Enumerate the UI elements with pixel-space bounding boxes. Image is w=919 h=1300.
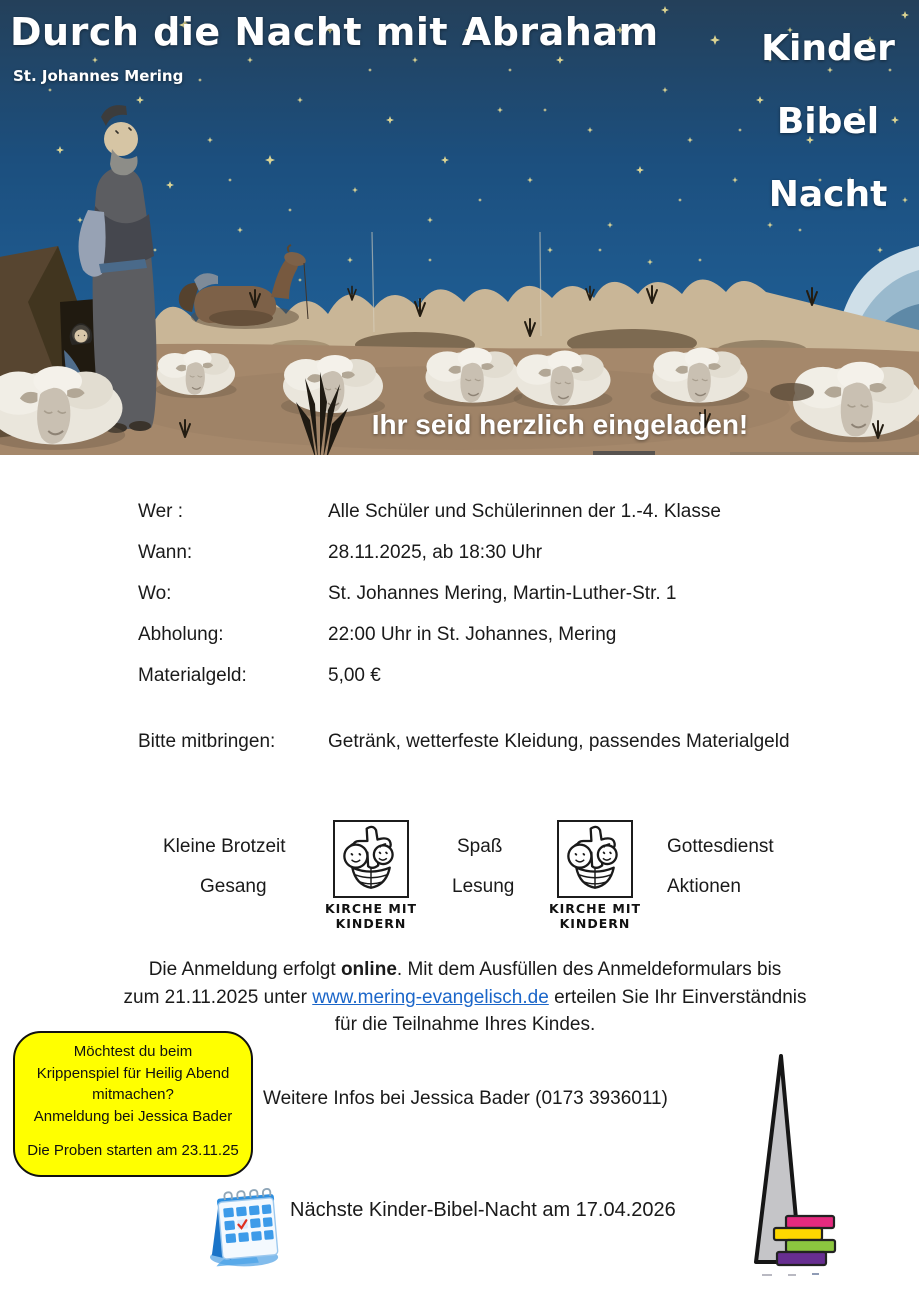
detail-value: St. Johannes Mering, Martin-Luther-Str. 1 [328,583,677,604]
contact-info: Weitere Infos bei Jessica Bader (0173 3936011) [263,1088,668,1109]
detail-label: Wann: [138,542,193,563]
feature-lesung: Lesung [452,876,515,897]
online-emphasis: online [340,959,397,980]
table-row [138,664,878,687]
table-row [138,582,878,605]
feature-gottesdienst: Gottesdienst [667,836,774,857]
bubble-footer-line: Die Proben starten am 23.11.25 [27,1142,239,1159]
detail-value: 5,00 € [328,665,381,686]
event-details-table [138,500,878,771]
logo-caption: KIRCHE MIT KINDERN [548,901,642,931]
banner [0,0,919,455]
invitation-text: Ihr seid herzlich eingeladen! [371,409,749,440]
bubble-line: Anmeldung bei Jessica Bader [33,1107,233,1125]
table-row [138,730,878,753]
cropped-footer-mark [762,1274,772,1276]
feature-aktionen: Aktionen [667,876,741,897]
parish-subtitle: St. Johannes Mering [13,67,184,85]
registration-line: für die Teilnahme Ihres Kindes. [334,1014,596,1035]
detail-label: Wer : [138,501,184,522]
registration-link[interactable]: www.mering-evangelisch.de [312,986,549,1008]
cropped-footer-mark [788,1274,796,1276]
kirche-mit-kindern-icon [335,822,407,896]
calendar-icon [203,1178,287,1275]
detail-label: Abholung: [138,624,224,645]
krippenspiel-bubble [13,1031,253,1177]
detail-value: Getränk, wetterfeste Kleidung, passendes Materialgeld [328,731,790,752]
detail-value: 22:00 Uhr in St. Johannes, Mering [328,624,617,645]
page-title: Durch die Nacht mit Abraham [10,10,659,54]
bubble-line: Möchtest du beim [73,1043,193,1060]
detail-value: Alle Schüler und Schülerinnen der 1.-4. Klasse [328,501,721,522]
event-name-line: Kinder [761,28,895,69]
event-name [752,12,904,231]
detail-label: Wo: [138,583,172,604]
event-name-line: Nacht [768,174,888,215]
cropped-footer-mark [812,1273,819,1275]
table-row [138,623,878,646]
next-event-info: Nächste Kinder-Bibel-Nacht am 17.04.2026 [290,1199,676,1221]
kirche-mit-kindern-icon [559,822,631,896]
detail-label: Materialgeld: [138,665,247,686]
church-tower-logo [748,1048,848,1278]
table-row [138,500,878,523]
logo-caption: KIRCHE MIT KINDERN [324,901,418,931]
bubble-line: mitmachen? [92,1086,174,1103]
kirche-mit-kindern-logo [333,820,409,898]
feature-kleine-brotzeit: Kleine Brotzeit [163,836,286,857]
bubble-line: Krippenspiel für Heilig Abend [36,1064,230,1082]
registration-line: zum 21.11.2025 unter www.mering-evangelisch.de erteilen Sie Ihr Einverständnis [123,986,807,1008]
detail-value: 28.11.2025, ab 18:30 Uhr [328,542,543,563]
kirche-mit-kindern-logo [557,820,633,898]
event-name-line: Bibel [776,101,880,142]
registration-line: Die Anmeldung erfolgt online. Mit dem Ausfüllen des Anmeldeformulars bis [148,959,782,980]
table-row [138,541,878,564]
detail-label: Bitte mitbringen: [138,731,276,752]
feature-gesang: Gesang [200,876,267,897]
feature-spass: Spaß [457,836,503,857]
registration-paragraph [80,956,850,1039]
